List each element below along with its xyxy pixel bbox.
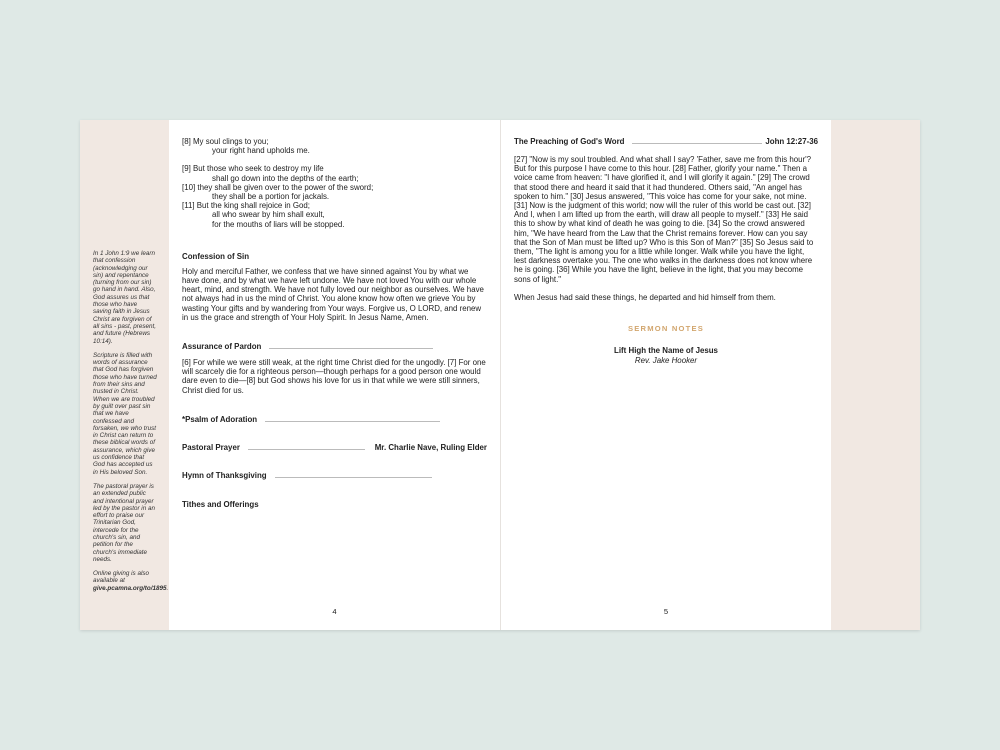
tithes-heading: Tithes and Offerings bbox=[182, 499, 259, 509]
pastoral-prayer-heading: Pastoral Prayer bbox=[182, 442, 240, 452]
page-5 bbox=[501, 120, 831, 630]
margin-note-online-giving: Online giving is also available at give.pcamna.org/to/1895. bbox=[93, 570, 169, 592]
margin-note-assurance: Scripture is filled with words of assurance that God has forgiven those who have turned from their sins and trusted in Christ. When we are troubled by guilt over past sin that we have confessed and forsaken, we who trust in Christ can return to these biblical words of assurance, which give us confidence that God has accepted us in His beloved Son. bbox=[93, 351, 157, 476]
sermon-title: Lift High the Name of Jesus bbox=[614, 346, 718, 356]
scripture-reference: John 12:27-36 bbox=[765, 137, 818, 146]
giving-link[interactable]: give.pcamna.org/to/1895 bbox=[93, 584, 167, 592]
scripture-closing: When Jesus had said these things, he departed and hid himself from them. bbox=[514, 292, 776, 302]
psalm-adoration-heading: *Psalm of Adoration bbox=[182, 414, 258, 424]
margin-note-confession: In 1 John 1:9 we learn that confession (acknowledging our sin) and repentance (turning from our sin) go hand in hand. Also, God assures us that those who have saving faith in Jesus Christ are forgiven of all sins - past, present, and future (Hebrews 10:14). bbox=[93, 250, 156, 345]
psalm-adoration-row bbox=[182, 415, 487, 424]
preaching-heading: The Preaching of God's Word bbox=[514, 137, 625, 146]
margin-notes bbox=[93, 250, 169, 599]
hymn-row bbox=[182, 471, 487, 480]
sermon-notes-label: SERMON NOTES bbox=[628, 324, 704, 334]
hymn-heading: Hymn of Thanksgiving bbox=[182, 470, 267, 480]
page-4 bbox=[169, 120, 500, 630]
scripture-text: [27] "Now is my soul troubled. And what shall I say? 'Father, save me from this hour'? But for this purpose I have come to this hour. [28] Father, glorify your name." Then a voice came from heaven: "I have glorified it, and I will glorify it again." [29] The crowd that stood there and heard it said that it had thundered. Others said, "An angel has spoken to him." [30] Jesus answered, "This voice has come for your sake, not mine. [31] Now is the judgment of this world; now will the ruler of this world be cast out. [32] And I, when I am lifted up from the earth, will draw all people to myself." [33] He said this to show by what kind of death he was going to die. [34] So the crowd answered him, "We have heard from the Law that the Christ remains forever. How can you say that the Son of Man must be lifted up? Who is this Son of Man?" [35] So Jesus said to them, "The light is among you for a little while longer. Walk while you have the light, lest darkness overtake you. The one who walks in the darkness does not know where he is going. [36] While you have the light, believe in the light, that you may become sons of light." bbox=[514, 155, 814, 284]
psalm-passage: [8] My soul clings to you; your right hand upholds me. [9] But those who seek to destroy my life shall go down into the depths of the earth; [10] they shall be given over to the power of the sword; they shall be a portion for jackals. [11] But the king shall rejoice in God; all who swear by him shall exult, for the mouths of liars will be stopped. bbox=[182, 137, 374, 229]
preaching-heading-row bbox=[514, 137, 818, 146]
confession-text: Holy and merciful Father, we confess that we have sinned against You by what we have done, and by what we have left undone. We have not loved You with our whole heart, mind, and strength. We have not fully loved our neighbor as ourselves. We have not always had in us the mind of Christ. You alone know how often we grieve You by wasting Your gifts and by wandering from Your ways. Forgive us, O LORD, and renew in us the grace and strength of Your Holy Spirit. In Jesus Name, Amen. bbox=[182, 266, 484, 322]
assurance-heading-row bbox=[182, 342, 487, 351]
pastoral-prayer-leader: Mr. Charlie Nave, Ruling Elder bbox=[374, 442, 487, 452]
page-number: 5 bbox=[663, 607, 669, 616]
assurance-heading: Assurance of Pardon bbox=[182, 342, 262, 352]
margin-note-pastoral-prayer: The pastoral prayer is an extended public and intentional prayer led by the pastor in an effort to praise our Trinitarian God, intercede for the church's sin, and petition for the church's immediate needs. bbox=[93, 482, 155, 563]
page-number: 4 bbox=[332, 607, 337, 616]
bulletin-spread bbox=[80, 120, 920, 630]
pastoral-prayer-row bbox=[182, 443, 487, 452]
sermon-preacher: Rev. Jake Hooker bbox=[634, 355, 698, 365]
confession-heading: Confession of Sin bbox=[182, 251, 250, 261]
assurance-text: [6] For while we were still weak, at the right time Christ died for the ungodly. [7] For one will scarcely die for a righteous person—though perhaps for a good person one would dare even to die—[8] but God shows his love for us in that while we were still sinners, Christ died for us. bbox=[182, 358, 486, 395]
